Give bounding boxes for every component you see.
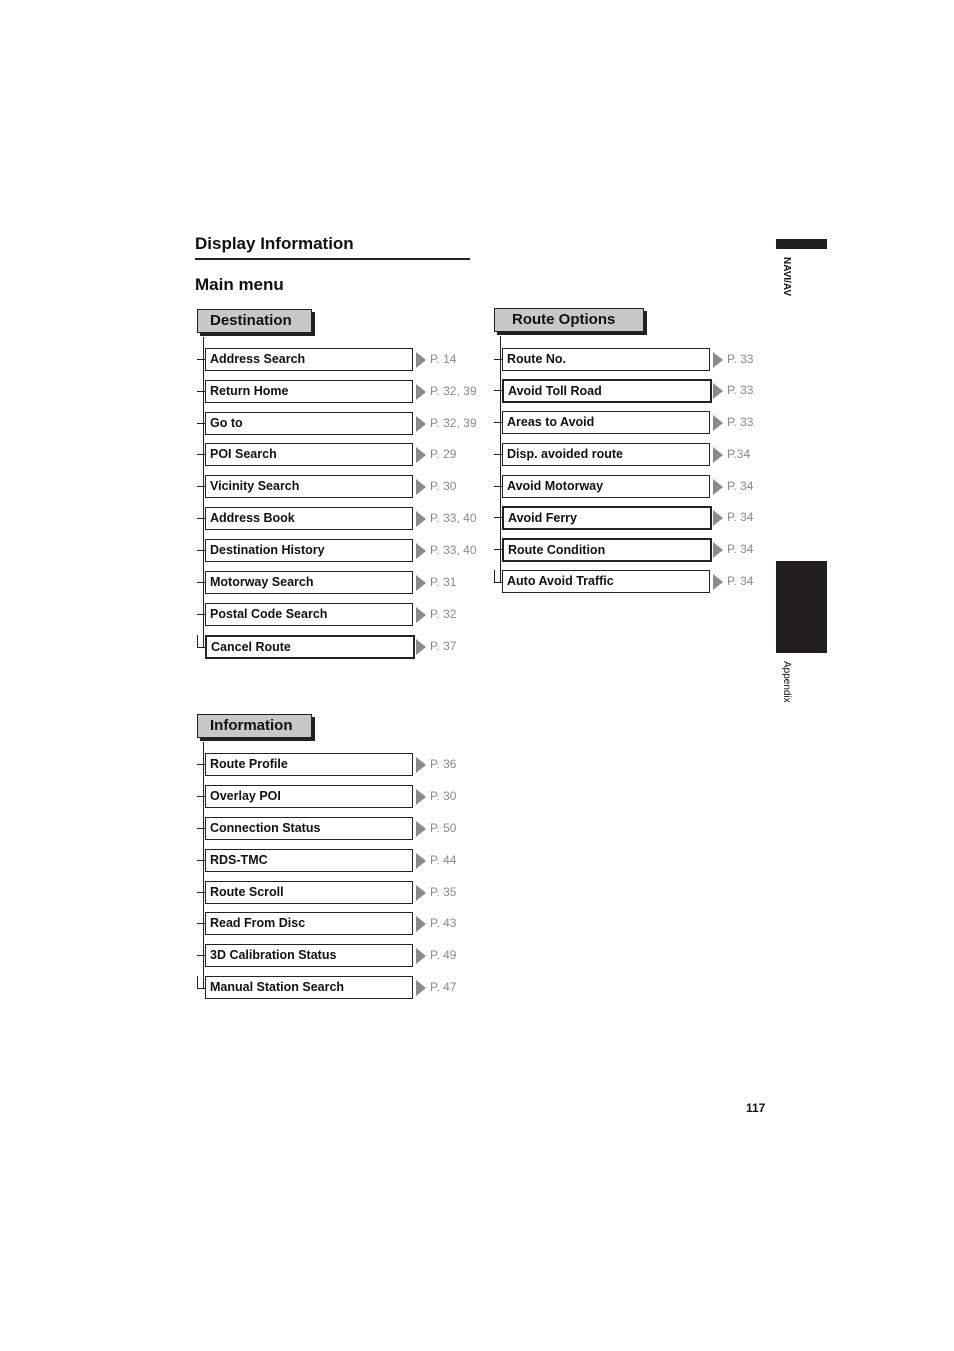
list-item xyxy=(197,785,497,809)
list-item xyxy=(197,412,497,436)
menu-item-overlay-poi[interactable]: Overlay POI xyxy=(205,785,413,808)
arrow-right-icon xyxy=(416,757,426,773)
arrow-right-icon xyxy=(713,542,723,558)
list-item xyxy=(494,538,794,562)
arrow-right-icon xyxy=(416,416,426,432)
arrow-right-icon xyxy=(416,789,426,805)
tree-branch xyxy=(197,828,205,829)
side-tab-marker-top xyxy=(776,239,827,249)
route-options-group xyxy=(494,308,794,608)
page-ref: P. 34 xyxy=(727,542,754,556)
arrow-right-icon xyxy=(713,352,723,368)
tree-branch xyxy=(197,614,205,615)
arrow-right-icon xyxy=(416,916,426,932)
menu-item-3d-calibration-status[interactable]: 3D Calibration Status xyxy=(205,944,413,967)
page-ref: P. 32, 39 xyxy=(430,384,477,398)
tree-branch xyxy=(197,518,205,519)
tree-branch xyxy=(197,796,205,797)
arrow-right-icon xyxy=(713,510,723,526)
page-ref: P. 37 xyxy=(430,639,457,653)
page-ref: P. 35 xyxy=(430,885,457,899)
arrow-right-icon xyxy=(416,607,426,623)
menu-item-route-scroll[interactable]: Route Scroll xyxy=(205,881,413,904)
menu-item-manual-station-search[interactable]: Manual Station Search xyxy=(205,976,413,999)
arrow-right-icon xyxy=(416,948,426,964)
arrow-right-icon xyxy=(416,447,426,463)
menu-item-rds-tmc[interactable]: RDS-TMC xyxy=(205,849,413,872)
list-item xyxy=(197,976,497,1000)
menu-item-route-condition[interactable]: Route Condition xyxy=(502,538,712,562)
tree-branch xyxy=(494,359,502,360)
page-ref: P. 34 xyxy=(727,479,754,493)
list-item xyxy=(494,379,794,403)
arrow-right-icon xyxy=(416,980,426,996)
arrow-right-icon xyxy=(416,853,426,869)
menu-item-avoid-ferry[interactable]: Avoid Ferry xyxy=(502,506,712,530)
arrow-right-icon xyxy=(713,447,723,463)
arrow-right-icon xyxy=(416,639,426,655)
list-item xyxy=(494,570,794,594)
side-tab-label-appendix: Appendix xyxy=(781,661,792,703)
menu-item-cancel-route[interactable]: Cancel Route xyxy=(205,635,415,659)
tree-branch xyxy=(494,517,502,518)
menu-item-go-to[interactable]: Go to xyxy=(205,412,413,435)
destination-group xyxy=(197,309,497,669)
arrow-right-icon xyxy=(713,479,723,495)
page-ref: P. 34 xyxy=(727,510,754,524)
page-ref: P. 30 xyxy=(430,789,457,803)
page-ref: P. 33 xyxy=(727,415,754,429)
list-item xyxy=(197,849,497,873)
tree-branch xyxy=(494,454,502,455)
arrow-right-icon xyxy=(416,352,426,368)
tree-branch xyxy=(197,423,205,424)
list-item xyxy=(197,881,497,905)
list-item xyxy=(197,475,497,499)
tree-branch xyxy=(197,923,205,924)
page-ref: P. 44 xyxy=(430,853,457,867)
page-ref: P. 32, 39 xyxy=(430,416,477,430)
list-item xyxy=(494,348,794,372)
page-ref: P. 33, 40 xyxy=(430,543,477,557)
page-ref: P. 33 xyxy=(727,352,754,366)
list-item xyxy=(197,753,497,777)
list-item xyxy=(494,443,794,467)
list-item xyxy=(494,411,794,435)
page-ref: P. 32 xyxy=(430,607,457,621)
arrow-right-icon xyxy=(416,479,426,495)
list-item xyxy=(197,912,497,936)
page-ref: P. 34 xyxy=(727,574,754,588)
page-ref: P. 29 xyxy=(430,447,457,461)
page-ref: P.34 xyxy=(727,447,751,461)
tree-branch xyxy=(197,582,205,583)
route-options-header: Route Options xyxy=(494,308,644,332)
side-tab-label-navi-av: NAVI/AV xyxy=(781,257,792,297)
tree-branch xyxy=(197,550,205,551)
menu-item-destination-history[interactable]: Destination History xyxy=(205,539,413,562)
subsection-title: Main menu xyxy=(195,275,284,294)
arrow-right-icon xyxy=(416,885,426,901)
menu-item-poi-search[interactable]: POI Search xyxy=(205,443,413,466)
list-item xyxy=(197,944,497,968)
tree-branch xyxy=(197,454,205,455)
tree-branch xyxy=(197,391,205,392)
menu-item-return-home[interactable]: Return Home xyxy=(205,380,413,403)
list-item xyxy=(197,348,497,372)
list-item xyxy=(197,507,497,531)
page-ref: P. 47 xyxy=(430,980,457,994)
page-ref: P. 33, 40 xyxy=(430,511,477,525)
arrow-right-icon xyxy=(416,821,426,837)
page-ref: P. 50 xyxy=(430,821,457,835)
tree-branch xyxy=(197,486,205,487)
arrow-right-icon xyxy=(416,511,426,527)
tree-branch xyxy=(197,892,205,893)
page-number: 117 xyxy=(746,1101,766,1115)
arrow-right-icon xyxy=(713,574,723,590)
section-title: Display Information xyxy=(195,234,470,260)
page-ref: P. 31 xyxy=(430,575,457,589)
menu-item-avoid-toll-road[interactable]: Avoid Toll Road xyxy=(502,379,712,403)
arrow-right-icon xyxy=(416,543,426,559)
arrow-right-icon xyxy=(416,575,426,591)
list-item xyxy=(197,443,497,467)
arrow-right-icon xyxy=(416,384,426,400)
page-ref: P. 43 xyxy=(430,916,457,930)
information-group xyxy=(197,714,497,1014)
tree-branch xyxy=(494,390,502,391)
menu-item-connection-status[interactable]: Connection Status xyxy=(205,817,413,840)
list-item xyxy=(197,635,497,659)
page-ref: P. 14 xyxy=(430,352,457,366)
menu-item-route-profile[interactable]: Route Profile xyxy=(205,753,413,776)
list-item xyxy=(197,571,497,595)
tree-branch xyxy=(494,486,502,487)
list-item xyxy=(494,475,794,499)
tree-branch xyxy=(197,955,205,956)
list-item xyxy=(494,506,794,530)
page-ref: P. 36 xyxy=(430,757,457,771)
arrow-right-icon xyxy=(713,415,723,431)
destination-header: Destination xyxy=(197,309,312,333)
menu-item-route-no[interactable]: Route No. xyxy=(502,348,710,371)
menu-item-avoid-motorway[interactable]: Avoid Motorway xyxy=(502,475,710,498)
list-item xyxy=(197,380,497,404)
menu-item-address-book[interactable]: Address Book xyxy=(205,507,413,530)
page-ref: P. 49 xyxy=(430,948,457,962)
menu-item-address-search[interactable]: Address Search xyxy=(205,348,413,371)
page-ref: P. 33 xyxy=(727,383,754,397)
tree-branch xyxy=(494,422,502,423)
tree-branch xyxy=(197,860,205,861)
tree-branch xyxy=(197,359,205,360)
menu-item-vicinity-search[interactable]: Vicinity Search xyxy=(205,475,413,498)
menu-item-motorway-search[interactable]: Motorway Search xyxy=(205,571,413,594)
tree-branch xyxy=(197,764,205,765)
menu-item-disp-avoided-route[interactable]: Disp. avoided route xyxy=(502,443,710,466)
page-ref: P. 30 xyxy=(430,479,457,493)
menu-item-read-from-disc[interactable]: Read From Disc xyxy=(205,912,413,935)
menu-item-auto-avoid-traffic[interactable]: Auto Avoid Traffic xyxy=(502,570,710,593)
list-item xyxy=(197,539,497,563)
menu-item-postal-code-search[interactable]: Postal Code Search xyxy=(205,603,413,626)
list-item xyxy=(197,603,497,627)
arrow-right-icon xyxy=(713,383,723,399)
menu-item-areas-to-avoid[interactable]: Areas to Avoid xyxy=(502,411,710,434)
list-item xyxy=(197,817,497,841)
information-header: Information xyxy=(197,714,312,738)
tree-branch xyxy=(494,549,502,550)
